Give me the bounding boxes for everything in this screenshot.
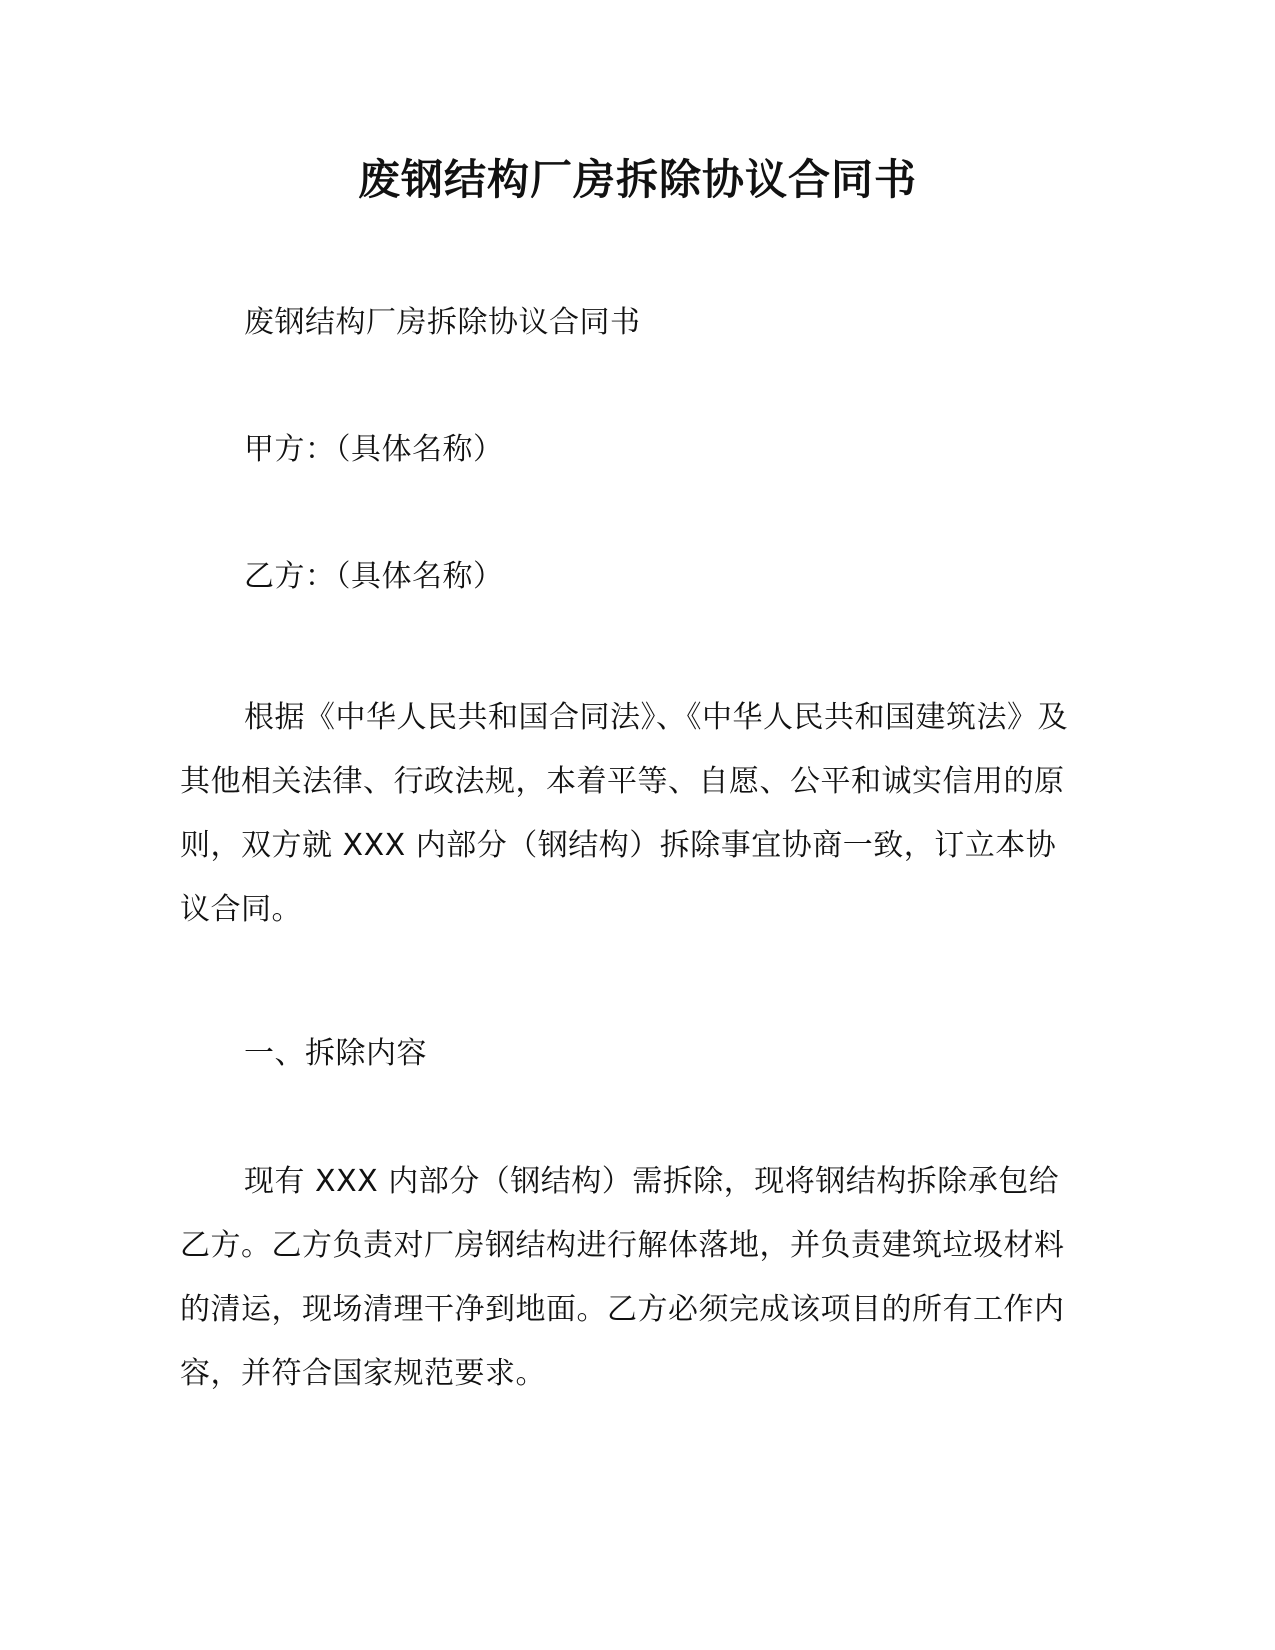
document-title: 废钢结构厂房拆除协议合同书 <box>357 155 917 204</box>
party-b-line: 乙方：（具体名称） <box>244 559 504 594</box>
party-a-line: 甲方：（具体名称） <box>244 432 504 467</box>
demolition-content-paragraph: 现有 XXX 内部分（钢结构）需拆除，现将钢结构拆除承包给乙方。乙方负责对厂房钢结构进行解体落地，并负责建筑垃圾材料的清运，现场清理干净到地面。乙方必须完成该项目的所有工作内容，并符合国家规范要求。 <box>180 1164 1065 1391</box>
preamble-paragraph: 根据《中华人民共和国合同法》、《中华人民共和国建筑法》及其他相关法律、行政法规，本着平等、自愿、公平和诚实信用的原则，双方就 XXX 内部分（钢结构）拆除事宜协商一致，订立本协议合同。 <box>180 700 1068 927</box>
section-heading-demolition-content: 一、拆除内容 <box>244 1036 427 1071</box>
contract-subtitle: 废钢结构厂房拆除协议合同书 <box>244 305 641 340</box>
